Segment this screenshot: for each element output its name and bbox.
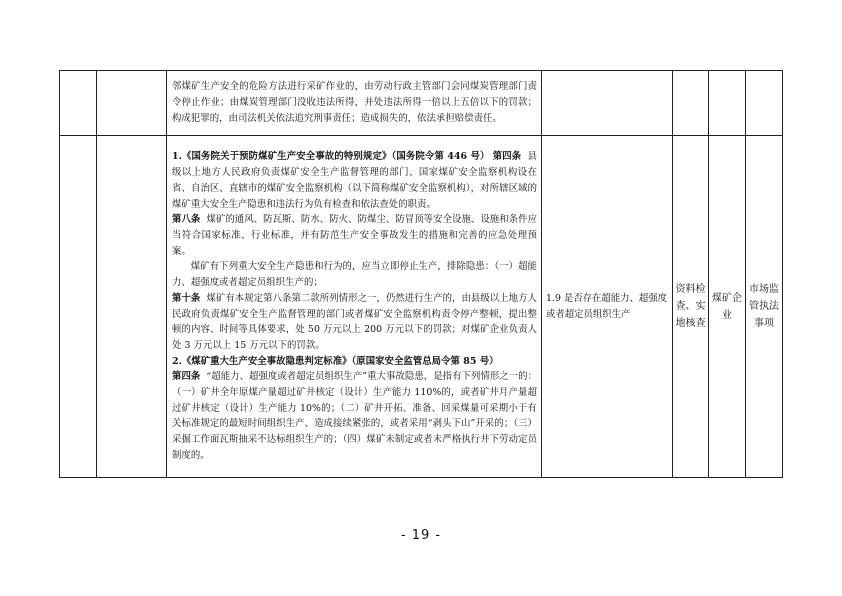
law-paragraph bbox=[172, 149, 537, 212]
law-title: 2.《煤矿重大生产安全事故隐患判定标准》（原国家安全监管总局令第 85 号） bbox=[172, 355, 499, 367]
enforcement-category-cell: 市场监管执法事项 bbox=[746, 136, 783, 478]
table-cell-empty bbox=[542, 71, 673, 136]
table-cell-empty bbox=[60, 136, 97, 478]
law-paragraph bbox=[172, 212, 537, 259]
article-label: 第四条 bbox=[492, 151, 522, 163]
inspection-table bbox=[59, 70, 783, 478]
table-cell-empty bbox=[709, 71, 746, 136]
article-text: 煤矿有下列重大安全生产隐患和行为的，应当立即停止生产，排除隐患：（一）超能力、超强度或者超定员组织生产的； bbox=[172, 261, 537, 289]
legal-basis-cell bbox=[167, 136, 542, 478]
table-cell-empty bbox=[746, 71, 783, 136]
check-method-cell: 资料检查、实地核查 bbox=[673, 136, 709, 478]
table-cell-empty bbox=[97, 136, 167, 478]
article-label: 第四条 bbox=[172, 371, 201, 383]
legal-basis-cell bbox=[167, 71, 542, 136]
legal-text: 邻煤矿生产安全的危险方法进行采矿作业的，由劳动行政主管部门会同煤炭管理部门责令停止作业；由煤炭管理部门没收违法所得，并处违法所得一倍以上五倍以下的罚款；构成犯罪的，由司法机关依法追究刑事责任；造成损失的，依法承担赔偿责任。 bbox=[172, 81, 537, 124]
law-paragraph bbox=[172, 369, 537, 463]
article-text: 煤矿有本规定第八条第二款所列情形之一，仍然进行生产的，由县级以上地方人民政府负责煤矿安全生产监督管理的部门或者煤矿安全监察机构责令停产整顿，提出整顿的内容、时间等具体要求，处 50 万元以上 200 万元以下的罚款；对煤矿企业负责人处 3 万元以上 15 万元以下的罚款。 bbox=[172, 292, 537, 351]
table-cell-empty bbox=[97, 71, 167, 136]
article-label: 第八条 bbox=[172, 214, 201, 226]
check-object-cell: 煤矿企业 bbox=[709, 136, 746, 478]
law-paragraph bbox=[172, 291, 537, 354]
article-label: 第十条 bbox=[172, 292, 201, 304]
law-title: 1.《国务院关于预防煤矿生产安全事故的特别规定》（国务院令第 446 号） bbox=[172, 151, 490, 163]
page-number: - 19 - bbox=[400, 528, 442, 543]
table-row bbox=[60, 136, 783, 478]
table-row bbox=[60, 71, 783, 136]
article-text: “超能力、超强度或者超定员组织生产”重大事故隐患，是指有下列情形之一的：（一）矿井全年原煤产量超过矿井核定（设计）生产能力 110%的，或者矿井月产量超过矿井核定（设计）生产能力 10%的；（二）矿井开拓、准备、回采煤量可采期小于有关标准规定的最短时间组织生产、造成接续紧张的，或者采用“剥头下山”开采的；（三）采掘工作面瓦斯抽采不达标组织生产的；（四）煤矿未制定或者未严格执行井下劳动定员制度的。 bbox=[172, 371, 538, 461]
table-cell-empty bbox=[673, 71, 709, 136]
article-text: 煤矿的通风、防瓦斯、防水、防火、防煤尘、防冒顶等安全设施、设施和条件应当符合国家标准、行业标准，并有防范生产安全事故发生的措施和完善的应急处理预案。 bbox=[172, 214, 537, 257]
article-text: 县级以上地方人民政府负责煤矿安全生产监督管理的部门、国家煤矿安全监察机构设在省、自治区、直辖市的煤矿安全监察机构（以下简称煤矿安全监察机构），对所辖区域的煤矿重大安全生产隐患和违法行为负有检查和依法查处的职责。 bbox=[172, 151, 538, 210]
table-cell-empty bbox=[60, 71, 97, 136]
check-item-cell: 1.9 是否存在超能力、超强度或者超定员组织生产 bbox=[542, 136, 673, 478]
